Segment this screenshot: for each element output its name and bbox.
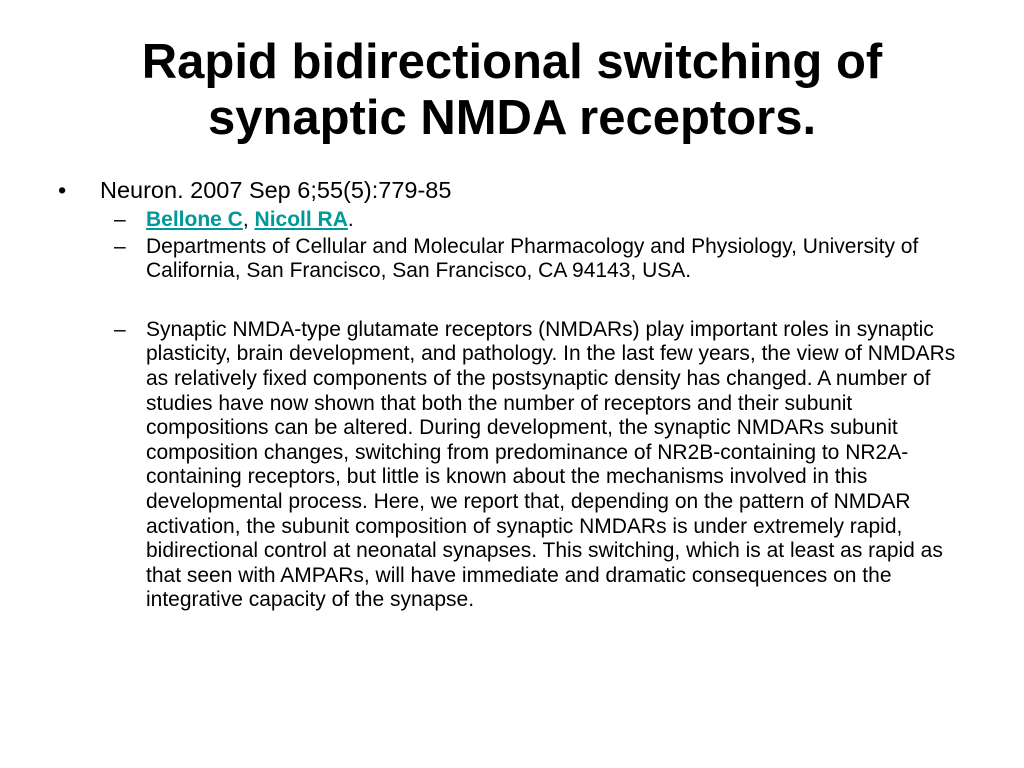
author-link-nicoll[interactable]: Nicoll RA <box>254 208 348 231</box>
dash-icon: – <box>114 317 126 341</box>
abstract-text: Synaptic NMDA-type glutamate receptors (NMDARs) play important roles in synaptic plasticity, brain development, and pathology. In the last few years, the view of NMDARs as relatively fixed components of the postsynaptic density has changed. A number of studies have now shown that both the number of receptors and their subunit compositions can be altered. During development, the synaptic NMDARs subunit composition changes, switching from predominance of NR2B-containing to NR2A-containing receptors, but little is known about the mechanisms involved in this developmental process. Here, we report that, depending on the pattern of NMDAR activation, the subunit composition of synaptic NMDARs is under extremely rapid, bidirectional control at neonatal synapses. This switching, which is at least as rapid as that seen with AMPARs, will have immediate and dramatic consequences on the integrative capacity of the synapse. <box>146 317 956 612</box>
slide-content <box>0 176 1024 613</box>
title-line-1: Rapid bidirectional switching of <box>141 35 883 89</box>
affiliation-text: Departments of Cellular and Molecular Pharmacology and Physiology, University of California, San Francisco, San Francisco, CA 94143, USA. <box>146 234 919 283</box>
bullet-icon: • <box>58 177 67 203</box>
authors-end: . <box>347 208 354 231</box>
authors-item <box>0 208 1024 233</box>
dash-icon: – <box>114 208 126 231</box>
citation-item <box>0 176 1024 204</box>
affiliation-item <box>0 235 1024 284</box>
dash-icon: – <box>114 234 126 258</box>
author-separator: , <box>242 208 255 231</box>
abstract-item <box>0 318 1024 613</box>
slide-title <box>40 34 984 146</box>
citation-text: Neuron. 2007 Sep 6;55(5):779-85 <box>100 177 452 203</box>
title-line-2: synaptic NMDA receptors. <box>207 91 817 145</box>
author-link-bellone[interactable]: Bellone C <box>146 208 243 231</box>
